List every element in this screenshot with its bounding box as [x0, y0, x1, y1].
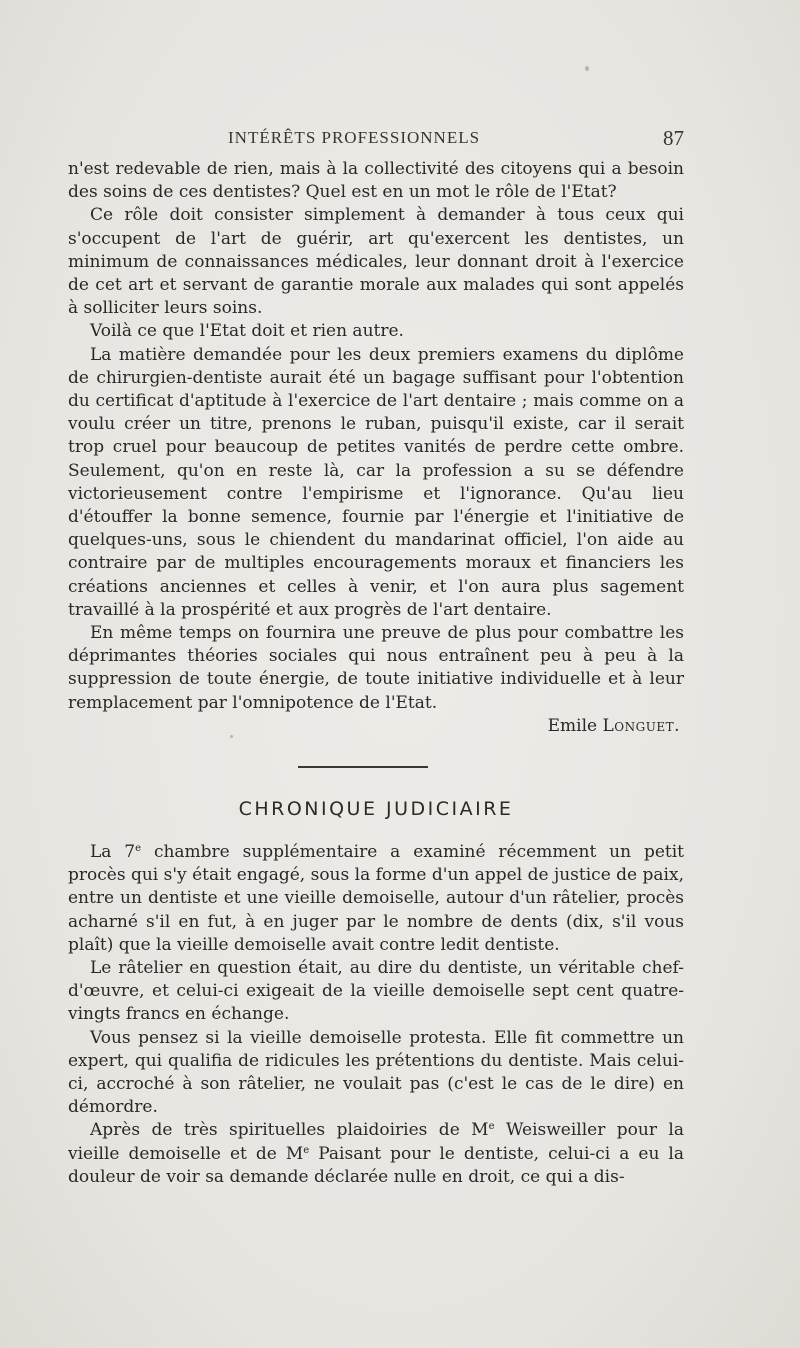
author-last-name: Longuet. [602, 715, 680, 736]
author-signature [68, 715, 684, 738]
paragraph: En même temps on fournira une preuve de plus pour combattre les déprimantes théories sociales qui nous entraînent peu à peu à la suppression de toute énergie, de toute initiative individuelle et à leur remplacement par l'omnipotence de l'Etat. [68, 623, 684, 713]
text-run: Weisweiller pour la vieille demoiselle et de M [68, 1120, 684, 1164]
paragraph: La matière demandée pour les deux premiers examens du diplôme de chirurgien-dentiste aurait été un bagage suffisant pour l'obtention du certificat d'aptitude à l'exercice de l'art dentaire ; mais comme on a voulu créer un titre, prenons le ruban, puisqu'il existe, car il serait trop cruel pour beaucoup de petites vanités de perdre cette ombre. Seulement, qu'on en reste là, car la profession a su se défendre victorieusement contre l'empirisme et l'ignorance. Qu'au lieu d'étouffer la bonne semence, fournie par l'énergie et l'initiative de quelques-uns, sous le chiendent du mandarinat officiel, l'on aide au contraire par de multiples encouragements moraux et financiers les créations anciennes et celles à venir, et l'on aura plus sagement travaillé à la prospérité et aux progrès de l'art dentaire. [68, 344, 684, 620]
paragraph: n'est redevable de rien, mais à la collectivité des citoyens qui a besoin des soins de ces dentistes? Quel est en un mot le rôle de l'Etat? [68, 159, 684, 203]
text-run: La 7 [90, 842, 136, 862]
paragraph: Le râtelier en question était, au dire du dentiste, un véritable chef-d'œuvre, et celui-ci exigeait de la vieille demoiselle sept cent quatre-vingts francs en échange. [68, 958, 684, 1025]
section-divider [298, 766, 428, 768]
running-title: INTÉRÊTS PROFESSIONNELS [228, 128, 481, 147]
paragraph: Voilà ce que l'Etat doit et rien autre. [90, 321, 404, 342]
superscript: e [488, 1121, 495, 1133]
superscript: e [135, 843, 142, 854]
paragraph: Ce rôle doit consister simplement à demander à tous ceux qui s'occupent de l'art de guérir, art qu'exercent les dentistes, un minimum de connaissances médicales, leur donnant droit à l'exercice de cet art et servant de garantie morale aux malades qui sont appelés à solliciter leurs soins. [68, 205, 684, 319]
article-chronique-judiciaire [68, 841, 684, 1189]
superscript: e [303, 1144, 310, 1156]
text-run: Après de très spirituelles plaidoiries de M [90, 1120, 489, 1141]
author-first-name: Emile [547, 715, 598, 736]
text-run: chambre supplémentaire a examiné récemment un petit procès qui s'y était engagé, sous la forme d'un appel de justice de paix, entre un dentiste et une vieille demoiselle, autour d'un râtelier, procès acharné s'il en fut, à en juger par le nombre de dents (dix, s'il vous plaît) que la vieille demoiselle avait contre ledit dentiste. [68, 842, 684, 955]
paragraph: Vous pensez si la vieille demoiselle protesta. Elle fit commettre un expert, qui qualifia de ridicules les prétentions du dentiste. Mais celui-ci, accroché à son râtelier, ne voulait pas (c'est le cas de le dire) en démordre. [68, 1027, 684, 1118]
page-header [68, 128, 684, 152]
section-title: CHRONIQUE JUDICIAIRE [238, 798, 514, 820]
article-interets-professionnels [68, 158, 684, 738]
text-run: Paisant pour le dentiste, celui-ci a eu la douleur de voir sa demande déclarée nulle en droit, ce qui a dis- [68, 1143, 684, 1187]
paper-speck [585, 66, 589, 71]
paragraph [68, 841, 684, 957]
page-number: 87 [663, 126, 684, 150]
paragraph [68, 1119, 684, 1189]
